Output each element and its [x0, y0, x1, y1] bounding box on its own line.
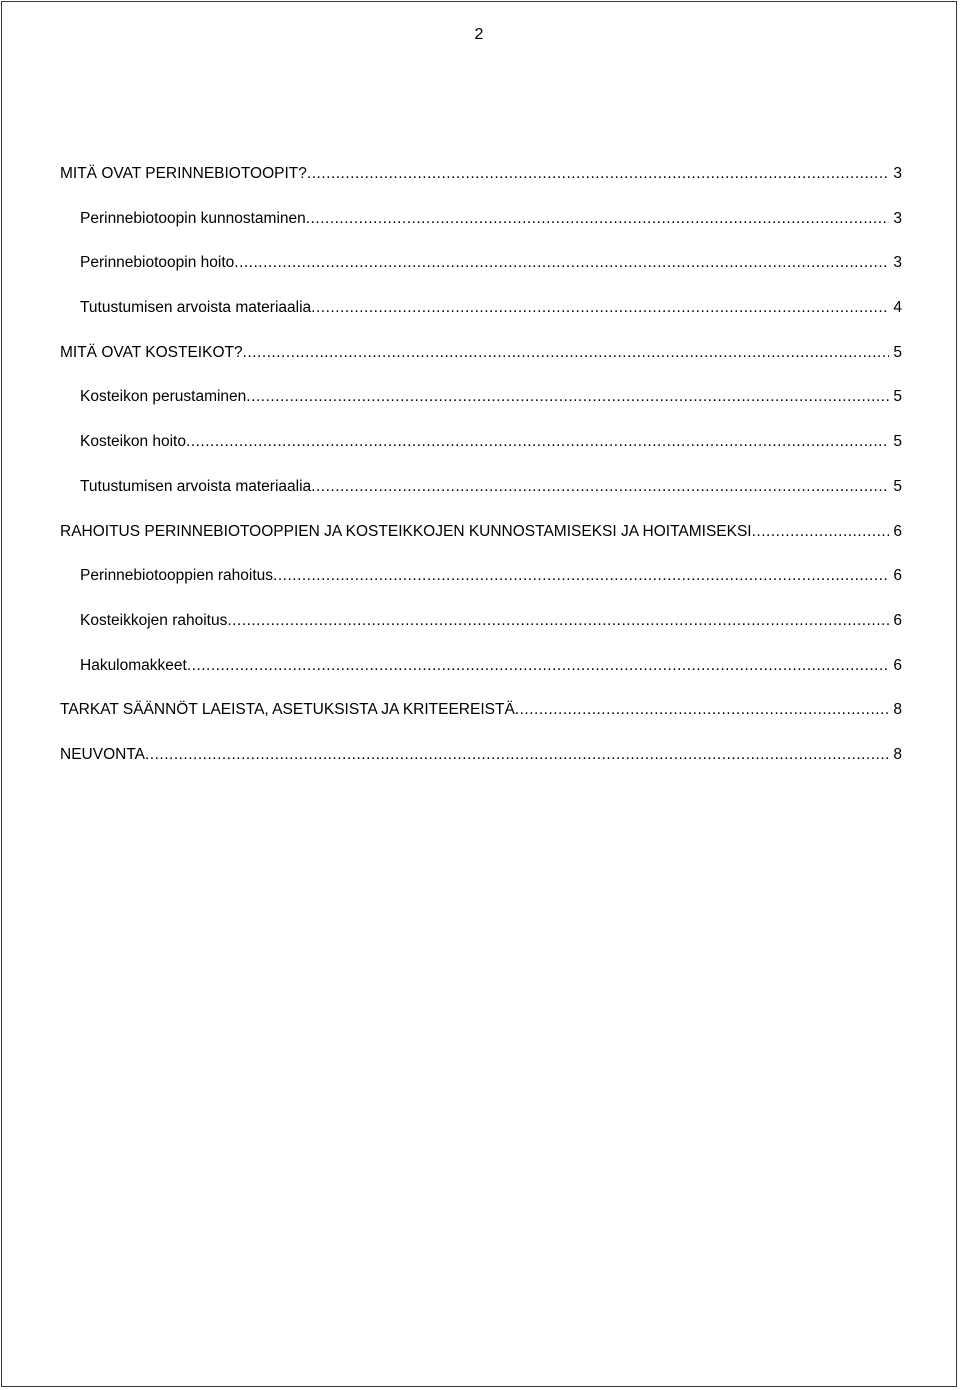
toc-entry-page: 5	[893, 343, 902, 361]
toc-entry-page: 6	[893, 522, 902, 540]
toc-entry[interactable]	[60, 197, 902, 242]
toc-entry-title: Perinnebiotooppien rahoitus	[80, 567, 274, 585]
toc-entry-page: 5	[893, 433, 902, 451]
toc-entry[interactable]	[60, 331, 902, 376]
toc-entry-page: 3	[893, 165, 902, 182]
toc-entry[interactable]	[60, 465, 902, 510]
toc-entry-title: Kosteikon perustaminen	[80, 388, 247, 406]
toc-entry[interactable]	[60, 554, 902, 599]
toc-entry-page: 6	[893, 567, 902, 585]
toc-dot-leader	[145, 733, 889, 778]
table-of-contents	[60, 152, 902, 778]
toc-entry-title: TARKAT SÄÄNNÖT LAEISTA, ASETUKSISTA JA KRITEEREISTÄ	[60, 701, 515, 719]
toc-entry-page: 6	[893, 656, 902, 674]
toc-entry-title: RAHOITUS PERINNEBIOTOOPPIEN JA KOSTEIKKOJEN KUNNOSTAMISEKSI JA HOITAMISEKSI	[60, 522, 752, 540]
toc-entry-title: Tutustumisen arvoista materiaalia	[80, 299, 312, 317]
toc-entry-page: 3	[893, 209, 902, 227]
toc-dot-leader	[227, 599, 889, 644]
toc-entry-title: Kosteikon hoito	[80, 433, 186, 451]
toc-dot-leader	[311, 465, 889, 510]
toc-entry[interactable]	[60, 644, 902, 689]
toc-entry-page: 5	[893, 477, 902, 495]
toc-dot-leader	[273, 554, 889, 599]
toc-dot-leader	[307, 152, 889, 197]
toc-dot-leader	[186, 420, 889, 465]
toc-dot-leader	[311, 286, 889, 331]
toc-entry[interactable]	[60, 733, 902, 778]
toc-dot-leader	[515, 688, 890, 733]
toc-entry-title: MITÄ OVAT KOSTEIKOT?	[60, 343, 243, 361]
toc-dot-leader	[752, 510, 890, 555]
toc-entry-page: 8	[893, 701, 902, 719]
toc-entry-page: 6	[893, 611, 902, 629]
toc-entry-page: 8	[893, 745, 902, 763]
toc-entry[interactable]	[60, 688, 902, 733]
toc-entry[interactable]	[60, 152, 902, 197]
toc-dot-leader	[246, 375, 889, 420]
toc-dot-leader	[243, 331, 890, 376]
toc-entry-page: 3	[893, 254, 902, 272]
page-number: 2	[474, 26, 484, 43]
toc-entry[interactable]	[60, 510, 902, 555]
toc-dot-leader	[187, 644, 890, 689]
toc-entry[interactable]	[60, 420, 902, 465]
toc-entry[interactable]	[60, 241, 902, 286]
toc-entry-title: Kosteikkojen rahoitus	[80, 611, 228, 629]
toc-entry-title: Tutustumisen arvoista materiaalia	[80, 477, 312, 495]
toc-entry-title: Perinnebiotoopin hoito	[80, 254, 235, 272]
toc-dot-leader	[234, 241, 889, 286]
toc-entry-title: Hakulomakkeet	[80, 656, 187, 674]
toc-entry[interactable]	[60, 599, 902, 644]
toc-entry-page: 4	[893, 299, 902, 317]
toc-entry-title: Perinnebiotoopin kunnostaminen	[80, 209, 306, 227]
toc-entry[interactable]	[60, 286, 902, 331]
toc-entry-title: NEUVONTA	[60, 745, 145, 763]
toc-entry-title: MITÄ OVAT PERINNEBIOTOOPIT?	[60, 165, 307, 182]
toc-dot-leader	[306, 197, 890, 242]
toc-entry[interactable]	[60, 375, 902, 420]
document-page	[1, 1, 957, 1387]
toc-entry-page: 5	[893, 388, 902, 406]
